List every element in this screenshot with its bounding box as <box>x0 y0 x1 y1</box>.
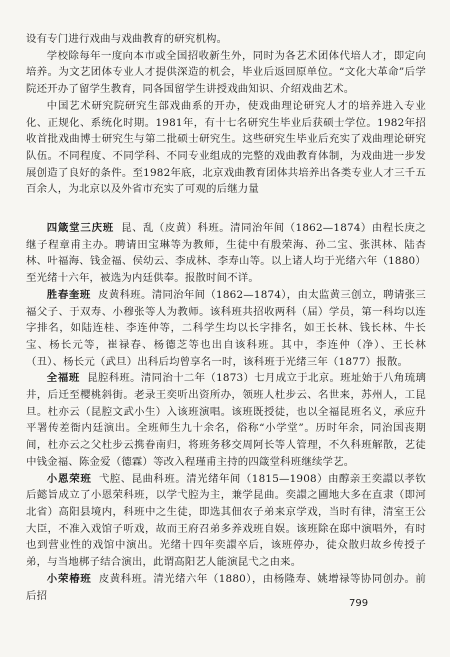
page-number: 799 <box>349 598 369 609</box>
entry-body: 昆、乱（皮黄）科班。清同治年间（1862—1874）由程长庚之继子程章甫主办。聘请田宝琳等为教师，生徒中有殷荣海、孙二宝、张淇林、陆杏林、叶福海、钱金福、侯幼云、李成林、李寿山等。以上诸人均于光绪六年（1880）至光绪十六年，被选为内廷供奉。报散时间不详。 <box>26 222 426 285</box>
entry-sizhentang <box>26 220 426 287</box>
entry-title: 胜春奎班 <box>46 288 91 301</box>
entry-body: 昆腔科班。清同治十二年（1873）七月成立于北京。班址始于八角琉璃井，后迁至樱桃斜街。老录王奕听出资所办，领班人杜步云、名世来，苏州人，工昆旦。杜亦云（昆腔文武小生）入该班演唱。该班既授徒，也以全福昆班名义，承应升平署传差衙内廷演出。全班师生九十余名，俗称“小学堂”。历时年余，同治国丧期间，杜亦云之父杜步云携眷南归，将班务移交周阿长等人管理，不久科班解散，艺徒中钱金福、陈金爱（德霖）等改入程瑾甫主持的四箴堂科班继续学艺。 <box>26 372 427 468</box>
intro-paragraph-2: 学校除每年一度向本市或全国招收新生外，同时为各艺术团体代培人才，即定向培养。为文艺团体专业人才提供深造的机会，毕业后返回原单位。“文化大革命”后学院还开办了留学生教育，同各国留学生讲授戏曲知识、介绍戏曲艺术。 <box>26 49 426 96</box>
entry-title: 四箴堂三庆班 <box>46 222 114 235</box>
entry-xiaoenrong <box>26 471 426 571</box>
entry-quanfu <box>26 370 426 470</box>
document-page <box>26 0 426 657</box>
entry-title: 小荣椿班 <box>46 572 92 585</box>
intro-paragraph-1: 设有专门进行戏曲与戏曲教育的研究机构。 <box>26 33 228 45</box>
entry-body: 皮黄科班。清光绪六年（1880），由杨隆寿、姚增禄等协同创办。前后招 <box>26 572 427 602</box>
entry-body: 弋腔、昆曲科班。清光绪年间（1815—1908）由醇亲王奕譞以孝钦后懿旨成立了小恩荣科班，以学弋腔为主，兼学昆曲。奕譞之圃地大多在直隶（即河北省）高阳县境内，科班中之生徒，即选其佃农子弟来京学戏，当时有律，清室王公大臣，不准入戏馆子听戏，故而王府召弟多养戏班自娱。该班除在邸中演唱外，有时也到营业性的戏馆中演出。光绪十四年奕譞卒后，该班停办，徒众散归故乡传授子弟，与当地梆子结合演出，此谓高阳艺人能演昆弋之由来。 <box>26 472 427 569</box>
entry-body: 皮黄科班。清同治年间（1862—1874），由太监黄三创立，聘请张三福父子、于双寿、小穆张等人为教师。该科班共招收两科（届）学员，第一科均以连字排名，如陆连桂、李连仲等，二科学生均以长字排名，如王长林、钱长林、牛长宝、杨长元等，崔禄春、杨德芝等也出自该科班。其中，李连仲（净）、王长林（丑）、杨长元（武旦）出科后均曾享名一时，该科班于光绪三年（1877）报散。 <box>26 288 427 368</box>
entry-shengchunkui <box>26 287 426 371</box>
entry-title: 小恩荣班 <box>46 472 92 485</box>
intro-paragraph-3: 中国艺术研究院研究生部戏曲系的开办，使戏曲理论研究人才的培养进入专业化、正规化、系统化时期。1981年，有十七名研究生毕业后获硕士学位。1982年招收首批戏曲博士研究生与第二批硕士研究生。这些研究生毕业后充实了戏曲理论研究队伍。不同程度、不同学科、不同专业组成的完整的戏曲教育体制，为戏曲进一步发展创造了良好的条件。至1982年底，北京戏曲教育团体共培养出各类专业人才三千五百余人，为北京以及外省市充实了可观的后继力量 <box>26 99 426 196</box>
section-gap <box>26 198 426 220</box>
entry-title: 全福班 <box>46 372 80 385</box>
